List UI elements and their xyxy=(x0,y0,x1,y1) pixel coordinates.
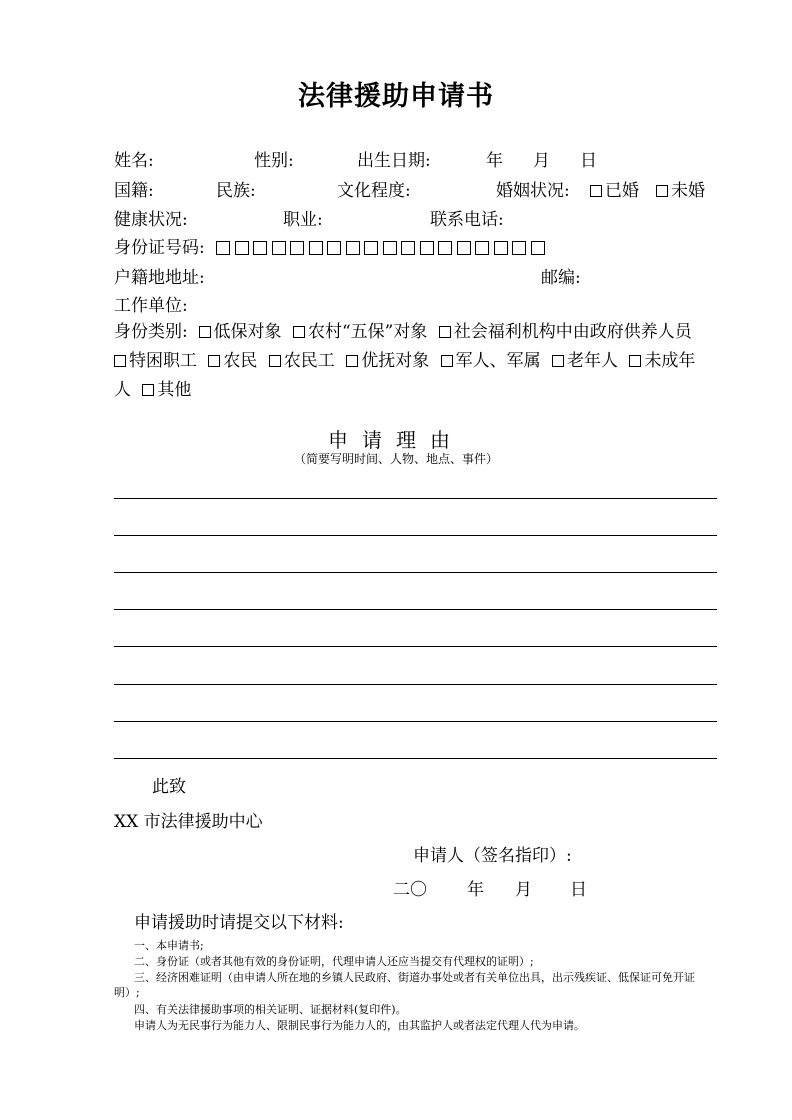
label-occupation: 职业: xyxy=(283,210,323,230)
label-marital: 婚姻状况: xyxy=(496,181,570,201)
reason-line[interactable] xyxy=(114,609,717,610)
reason-line[interactable] xyxy=(114,758,717,759)
label-phone: 联系电话: xyxy=(430,210,504,230)
page-title: 法律援助申请书 xyxy=(298,81,494,112)
category-checkbox[interactable] xyxy=(629,355,641,367)
category-option[interactable]: 优抚对象 xyxy=(346,351,429,371)
date-prefix: 二〇 xyxy=(393,880,427,900)
category-checkbox[interactable] xyxy=(346,355,358,367)
label-id-number: 身份证号码: xyxy=(114,238,205,258)
married-checkbox[interactable] xyxy=(590,185,602,197)
category-checkbox[interactable] xyxy=(142,384,154,396)
reason-line[interactable] xyxy=(114,498,717,499)
category-checkbox[interactable] xyxy=(269,355,281,367)
label-birth-date: 出生日期: xyxy=(357,151,431,171)
date-year: 年 xyxy=(467,880,484,900)
unmarried-label: 未婚 xyxy=(671,181,705,201)
label-birth-month: 月 xyxy=(533,151,550,171)
label-education: 文化程度: xyxy=(337,181,411,201)
label-ethnicity: 民族: xyxy=(216,181,256,201)
reason-line[interactable] xyxy=(114,572,717,573)
label-work-unit: 工作单位: xyxy=(114,296,188,316)
category-option[interactable]: 特困职工 xyxy=(114,351,197,371)
category-checkbox[interactable] xyxy=(552,355,564,367)
id-number-row xyxy=(114,238,545,258)
reason-line[interactable] xyxy=(114,646,717,647)
label-gender: 性别: xyxy=(254,151,294,171)
category-checkbox[interactable] xyxy=(441,355,453,367)
category-option[interactable]: 其他 xyxy=(142,380,191,400)
label-health: 健康状况: xyxy=(114,210,188,230)
label-birth-day: 日 xyxy=(580,151,597,171)
applicant-signature-label: 申请人（签名指印）: xyxy=(413,846,572,866)
label-postcode: 邮编: xyxy=(541,268,581,288)
reason-line[interactable] xyxy=(114,535,717,536)
label-name: 姓名: xyxy=(114,151,154,171)
category-checkbox[interactable] xyxy=(208,355,220,367)
materials-note: 申请人为无民事行为能力人、限制民事行为能力人的，由其监护人或者法定代理人代为申请。 xyxy=(134,1019,585,1032)
reason-title: 申请理由 xyxy=(328,428,464,452)
materials-item: 三、经济困难证明（由申请人所在地的乡镇人民政府、街道办事处或者有关单位出具，出示残疾证、低保证可免开证明）; xyxy=(114,971,695,999)
label-birth-year: 年 xyxy=(486,151,503,171)
category-option[interactable]: 社会福利机构中由政府供养人员 xyxy=(439,322,692,342)
reason-line[interactable] xyxy=(114,684,717,685)
category-checkbox[interactable] xyxy=(114,355,126,367)
materials-item: 二、身份证（或者其他有效的身份证明，代理申请人还应当提交有代理权的证明）; xyxy=(134,955,534,968)
identity-category xyxy=(114,318,718,405)
married-option[interactable] xyxy=(590,181,639,201)
category-option[interactable]: 农民 xyxy=(208,351,257,371)
id-number-boxes[interactable] xyxy=(216,241,545,255)
reason-line[interactable] xyxy=(114,721,717,722)
unmarried-option[interactable] xyxy=(656,181,705,201)
reason-subtitle: （简要写明时间、人物、地点、事件） xyxy=(293,452,498,466)
married-label: 已婚 xyxy=(605,181,639,201)
date-day: 日 xyxy=(570,880,587,900)
materials-item: 四、有关法律援助事项的相关证明、证据材料(复印件)。 xyxy=(134,1003,407,1016)
category-option[interactable]: 农村“五保”对象 xyxy=(293,322,427,342)
category-checkbox[interactable] xyxy=(439,326,451,338)
label-identity-category: 身份类别: xyxy=(114,322,188,342)
materials-heading: 申请援助时请提交以下材料: xyxy=(134,913,344,933)
category-option[interactable]: 老年人 xyxy=(552,351,618,371)
category-option[interactable]: 低保对象 xyxy=(199,322,282,342)
label-nationality: 国籍: xyxy=(114,181,154,201)
unmarried-checkbox[interactable] xyxy=(656,185,668,197)
category-option[interactable]: 未成年人 xyxy=(114,351,696,400)
recipient: XX 市法律援助中心 xyxy=(114,812,263,832)
label-hukou-address: 户籍地地址: xyxy=(114,268,205,288)
category-option[interactable]: 农民工 xyxy=(269,351,335,371)
greeting: 此致 xyxy=(152,777,186,797)
materials-item: 一、本申请书; xyxy=(134,939,204,952)
date-month: 月 xyxy=(515,880,532,900)
category-option[interactable]: 军人、军属 xyxy=(441,351,541,371)
category-checkbox[interactable] xyxy=(199,326,211,338)
category-checkbox[interactable] xyxy=(293,326,305,338)
